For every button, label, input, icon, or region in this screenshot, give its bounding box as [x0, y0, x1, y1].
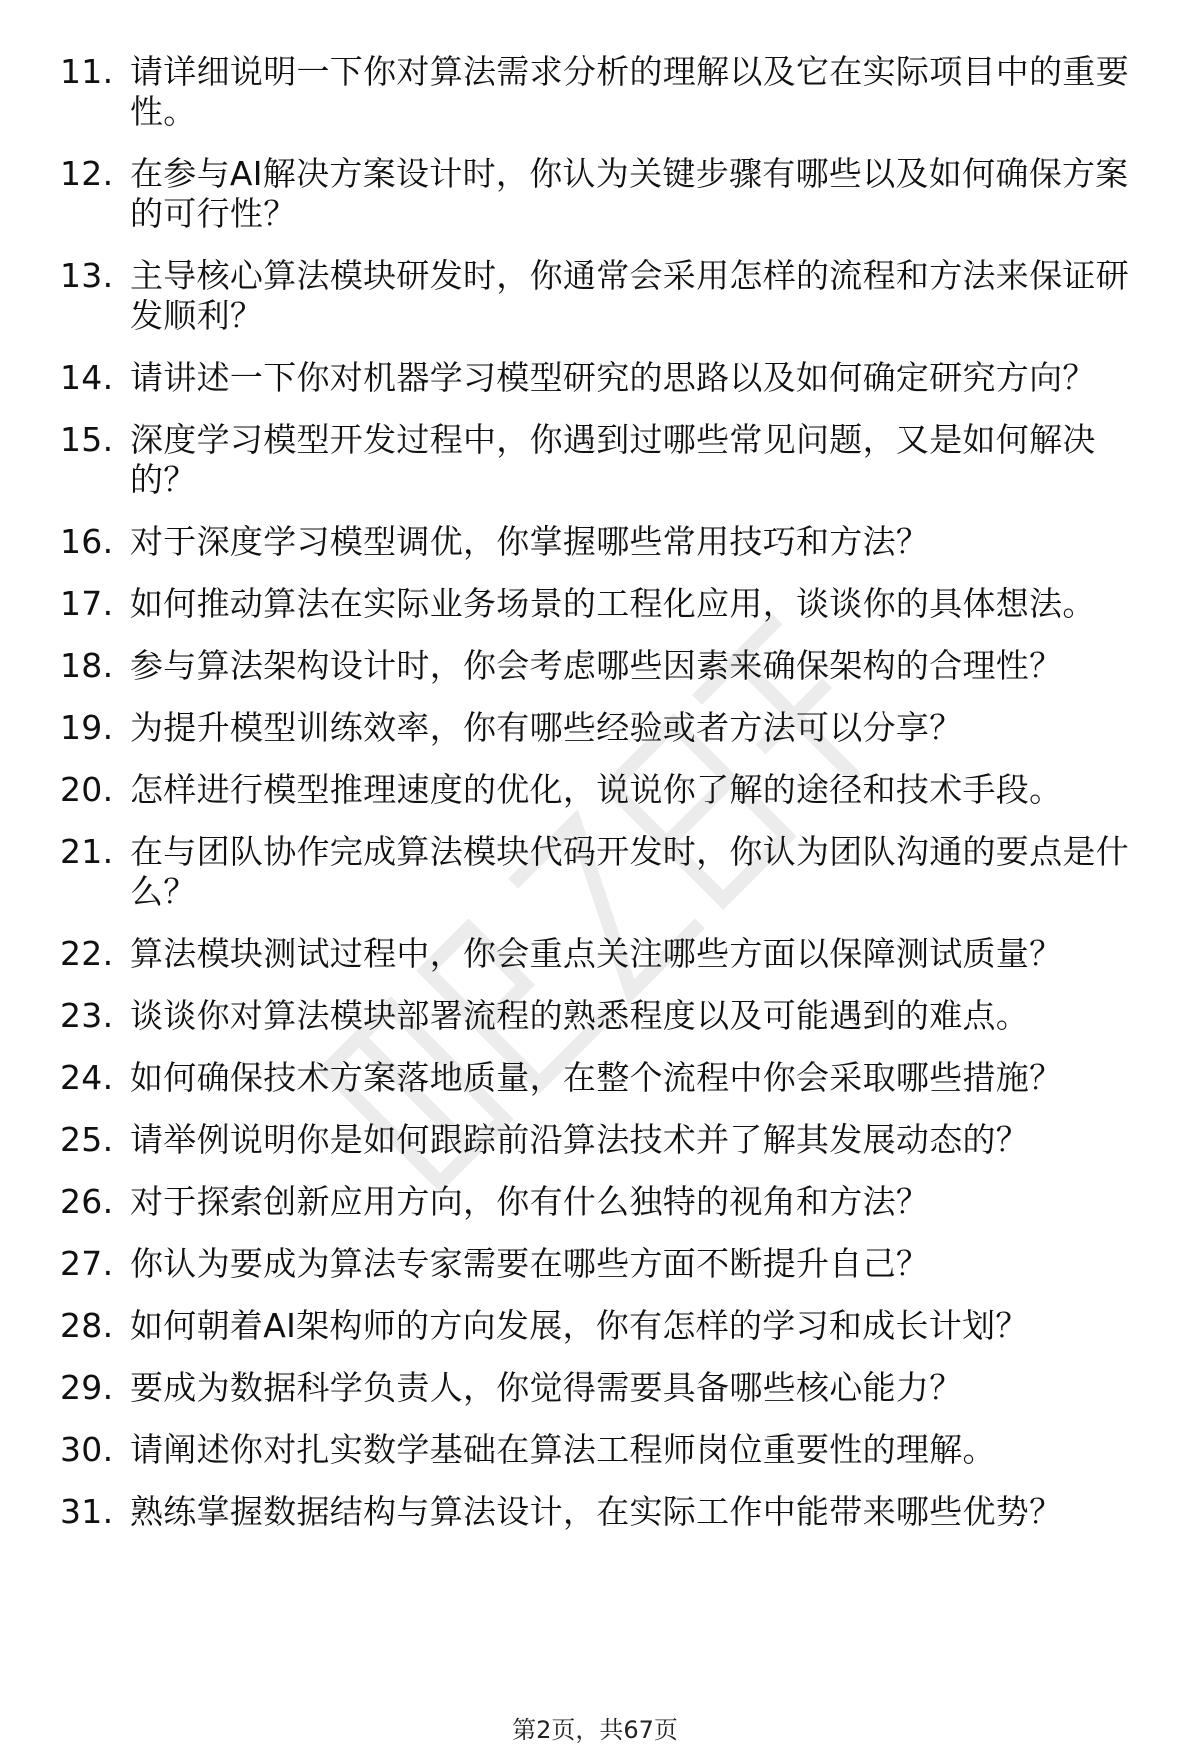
question-item [0, 154, 1190, 234]
question-text: 要成为数据科学负责人，你觉得需要具备哪些核心能力？ [130, 1368, 963, 1407]
question-item [0, 770, 1190, 810]
question-number: 26. [60, 1182, 114, 1221]
question-number: 29. [60, 1368, 114, 1407]
question-text: 请举例说明你是如何跟踪前沿算法技术并了解其发展动态的？ [130, 1120, 1030, 1159]
question-text: 如何确保技术方案落地质量，在整个流程中你会采取哪些措施？ [130, 1058, 1063, 1097]
question-item [0, 646, 1190, 686]
page-number: 第2页，共67页 [512, 1716, 678, 1744]
question-number: 11. [60, 52, 114, 91]
question-item [0, 1182, 1190, 1222]
question-item [0, 708, 1190, 748]
question-item [0, 1120, 1190, 1160]
question-text: 对于深度学习模型调优，你掌握哪些常用技巧和方法？ [130, 522, 930, 561]
question-number: 13. [60, 256, 114, 295]
question-item [0, 1430, 1190, 1470]
question-item [0, 358, 1190, 398]
question-item [0, 52, 1190, 132]
question-text: 熟练掌握数据结构与算法设计，在实际工作中能带来哪些优势？ [130, 1492, 1063, 1531]
question-number: 19. [60, 708, 114, 747]
question-text: 算法模块测试过程中，你会重点关注哪些方面以保障测试质量？ [130, 934, 1063, 973]
question-number: 21. [60, 832, 114, 871]
question-item [0, 522, 1190, 562]
question-number: 30. [60, 1430, 114, 1469]
question-text: 参与算法架构设计时，你会考虑哪些因素来确保架构的合理性？ [130, 646, 1063, 685]
question-number: 23. [60, 996, 114, 1035]
question-text: 如何推动算法在实际业务场景的工程化应用，谈谈你的具体想法。 [130, 584, 1096, 623]
question-item [0, 832, 1190, 912]
question-text: 对于探索创新应用方向，你有什么独特的视角和方法？ [130, 1182, 930, 1221]
question-text: 在参与AI解决方案设计时，你认为关键步骤有哪些以及如何确保方案的可行性？ [130, 154, 1129, 233]
question-number: 25. [60, 1120, 114, 1159]
question-item [0, 1058, 1190, 1098]
question-item [0, 1244, 1190, 1284]
question-number: 16. [60, 522, 114, 561]
question-number: 28. [60, 1306, 114, 1345]
question-item [0, 1368, 1190, 1408]
question-item [0, 420, 1190, 500]
question-number: 18. [60, 646, 114, 685]
question-text: 怎样进行模型推理速度的优化，说说你了解的途径和技术手段。 [130, 770, 1063, 809]
question-number: 31. [60, 1492, 114, 1531]
page-footer [0, 1710, 1190, 1745]
question-item [0, 1492, 1190, 1532]
question-text: 为提升模型训练效率，你有哪些经验或者方法可以分享？ [130, 708, 963, 747]
question-number: 14. [60, 358, 114, 397]
question-number: 17. [60, 584, 114, 623]
question-text: 请讲述一下你对机器学习模型研究的思路以及如何确定研究方向？ [130, 358, 1096, 397]
question-item [0, 934, 1190, 974]
question-text: 请阐述你对扎实数学基础在算法工程师岗位重要性的理解。 [130, 1430, 996, 1469]
question-item [0, 584, 1190, 624]
question-text: 谈谈你对算法模块部署流程的熟悉程度以及可能遇到的难点。 [130, 996, 1030, 1035]
question-list [0, 52, 1190, 1554]
question-number: 15. [60, 420, 114, 459]
question-text: 深度学习模型开发过程中，你遇到过哪些常见问题，又是如何解决的？ [130, 420, 1096, 499]
question-number: 20. [60, 770, 114, 809]
question-text: 你认为要成为算法专家需要在哪些方面不断提升自己？ [130, 1244, 930, 1283]
question-item [0, 996, 1190, 1036]
question-text: 如何朝着AI架构师的方向发展，你有怎样的学习和成长计划？ [130, 1306, 1029, 1345]
question-text: 在与团队协作完成算法模块代码开发时，你认为团队沟通的要点是什么？ [130, 832, 1129, 911]
question-number: 27. [60, 1244, 114, 1283]
question-item [0, 256, 1190, 336]
question-number: 12. [60, 154, 114, 193]
question-text: 主导核心算法模块研发时，你通常会采用怎样的流程和方法来保证研发顺利？ [130, 256, 1129, 335]
question-number: 24. [60, 1058, 114, 1097]
question-number: 22. [60, 934, 114, 973]
question-item [0, 1306, 1190, 1346]
question-text: 请详细说明一下你对算法需求分析的理解以及它在实际项目中的重要性。 [130, 52, 1129, 131]
